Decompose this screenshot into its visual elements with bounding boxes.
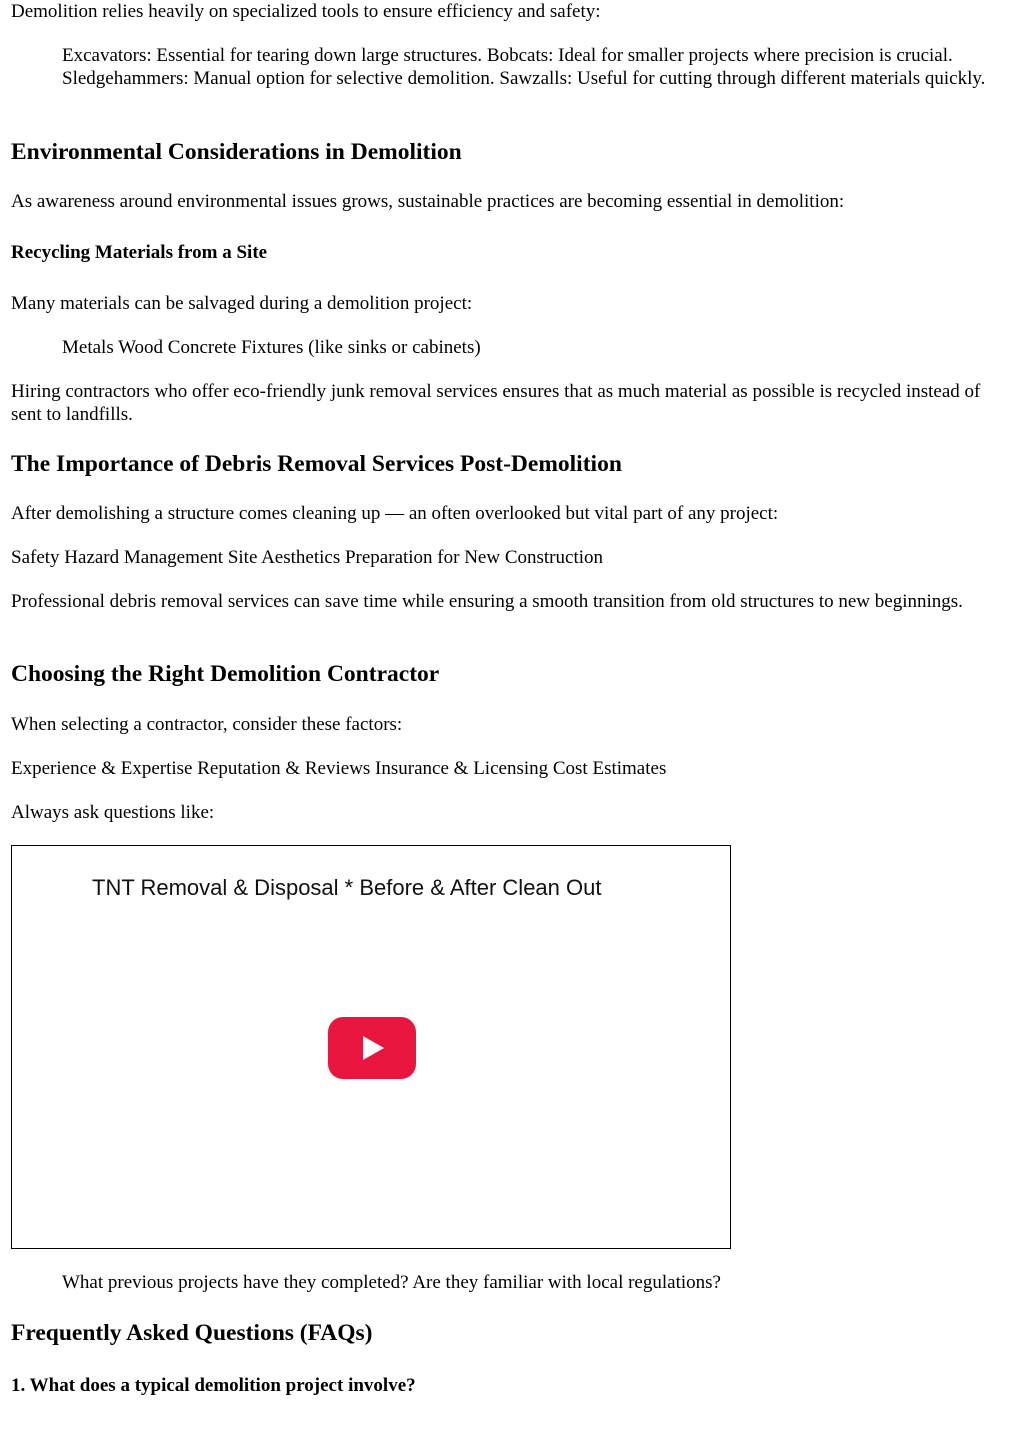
environment-intro: As awareness around environmental issues grows, sustainable practices are becoming essential in demolition:: [11, 191, 845, 212]
tools-intro: Demolition relies heavily on specialized tools to ensure efficiency and safety:: [11, 1, 601, 22]
tools-list: Excavators: Essential for tearing down large structures. Bobcats: Ideal for smaller projects where precision is crucial. Sledgehammers: Manual option for selective demolition. Sawzalls: Useful for cutting through different materials quickly.: [62, 45, 986, 89]
debris-list: Safety Hazard Management Site Aesthetics Preparation for New Construction: [11, 547, 603, 568]
contractor-questions: What previous projects have they completed? Are they familiar with local regulations?: [62, 1272, 721, 1293]
play-button[interactable]: [328, 1017, 416, 1079]
recycling-intro: Many materials can be salvaged during a demolition project:: [11, 293, 473, 314]
contractor-factors: Experience & Expertise Reputation & Reviews Insurance & Licensing Cost Estimates: [11, 758, 667, 779]
video-title[interactable]: TNT Removal & Disposal * Before & After Clean Out: [92, 875, 602, 900]
contractors-text: Hiring contractors who offer eco-friendly junk removal services ensures that as much material as possible is recycled instead of sent to landfills.: [11, 381, 981, 425]
debris-intro: After demolishing a structure comes cleaning up — an often overlooked but vital part of any project:: [11, 503, 779, 524]
contractor-heading: Choosing the Right Demolition Contractor: [11, 661, 440, 687]
recycling-heading: Recycling Materials from a Site: [11, 242, 268, 263]
faq-question-1: 1. What does a typical demolition project involve?: [11, 1375, 416, 1396]
faq-heading: Frequently Asked Questions (FAQs): [11, 1320, 373, 1346]
debris-heading: The Importance of Debris Removal Services Post-Demolition: [11, 451, 622, 477]
materials-list: Metals Wood Concrete Fixtures (like sinks or cabinets): [62, 337, 481, 358]
play-icon: [363, 1036, 384, 1060]
environment-heading: Environmental Considerations in Demolition: [11, 139, 462, 165]
debris-conclusion: Professional debris removal services can save time while ensuring a smooth transition from old structures to new beginnings.: [11, 591, 963, 612]
video-embed[interactable]: [11, 845, 731, 1249]
contractor-intro: When selecting a contractor, consider these factors:: [11, 714, 403, 735]
contractor-ask: Always ask questions like:: [11, 802, 215, 823]
